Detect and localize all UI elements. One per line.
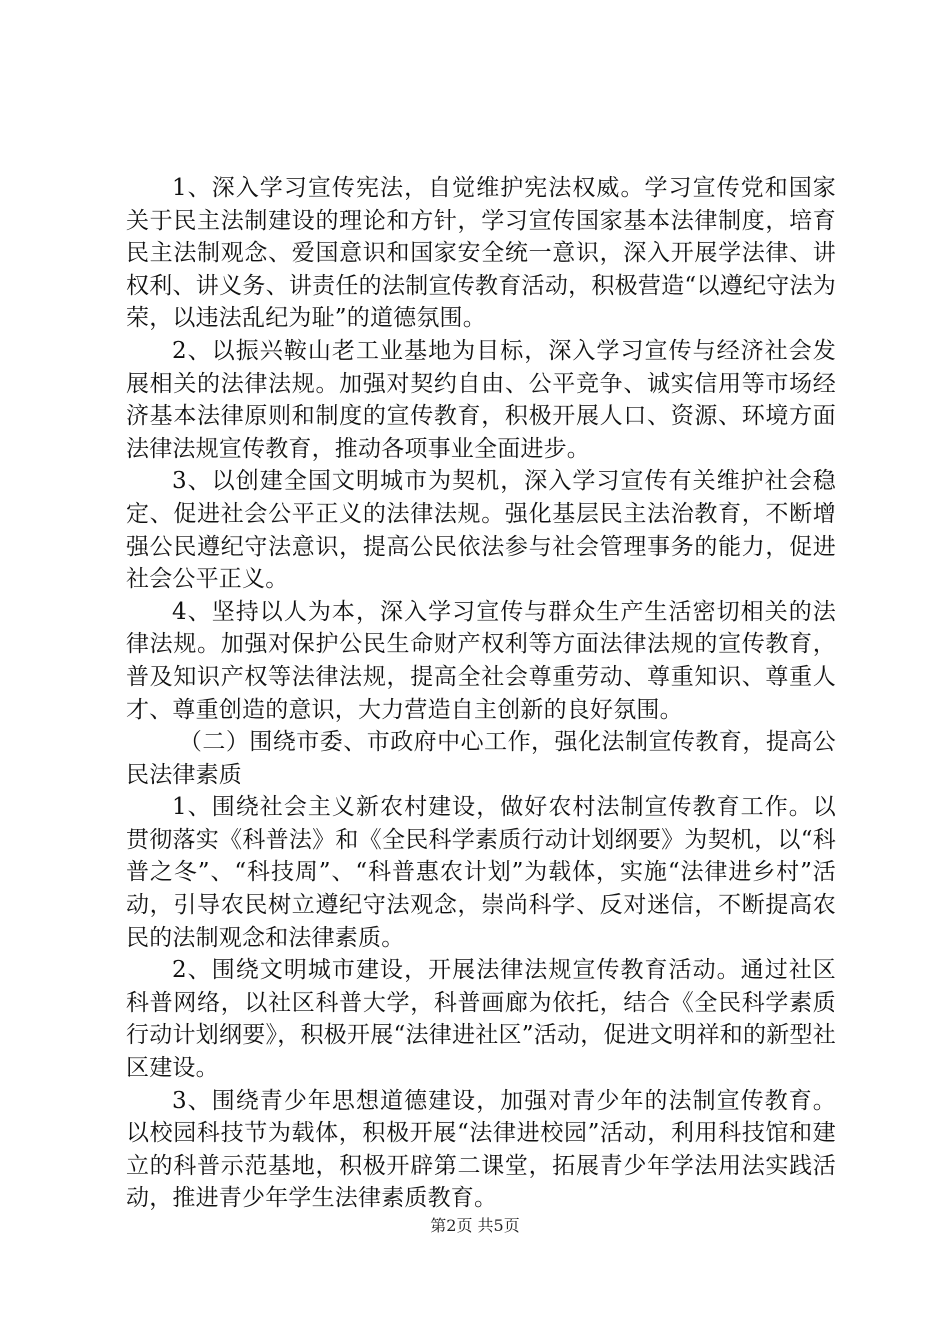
- document-body: [126, 172, 836, 1215]
- paragraph-6: 2、围绕文明城市建设，开展法律法规宣传教育活动。通过社区科普网络，以社区科普大学，科普画廊为依托，结合《全民科学素质行动计划纲要》，积极开展“法律进社区”活动，促进文明祥和的新型社区建设。: [126, 957, 836, 1082]
- paragraph-5: 1、围绕社会主义新农村建设，做好农村法制宣传教育工作。以贯彻落实《科普法》和《全民科学素质行动计划纲要》为契机，以“科普之冬”、“科技周”、“科普惠农计划”为载体，实施“法律进乡村”活动，引导农民树立遵纪守法观念，崇尚科学、反对迷信，不断提高农民的法制观念和法律素质。: [126, 794, 836, 951]
- page-footer: 第2页 共5页: [430, 1216, 520, 1235]
- paragraph-3: 3、以创建全国文明城市为契机，深入学习宣传有关维护社会稳定、促进社会公平正义的法律法规。强化基层民主法治教育，不断增强公民遵纪守法意识，提高公民依法参与社会管理事务的能力，促进社会公平正义。: [126, 468, 836, 593]
- paragraph-1: 1、深入学习宣传宪法，自觉维护宪法权威。学习宣传党和国家关于民主法制建设的理论和方针，学习宣传国家基本法律制度，培育民主法制观念、爱国意识和国家安全统一意识，深入开展学法律、讲权利、讲义务、讲责任的法制宣传教育活动，积极营造“以遵纪守法为荣，以违法乱纪为耻”的道德氛围。: [126, 175, 836, 332]
- paragraph-4: 4、坚持以人为本，深入学习宣传与群众生产生活密切相关的法律法规。加强对保护公民生命财产权利等方面法律法规的宣传教育，普及知识产权等法律法规，提高全社会尊重劳动、尊重知识、尊重人才、尊重创造的意识，大力营造自主创新的良好氛围。: [126, 598, 836, 723]
- paragraph-2: 2、以振兴鞍山老工业基地为目标，深入学习宣传与经济社会发展相关的法律法规。加强对契约自由、公平竞争、诚实信用等市场经济基本法律原则和制度的宣传教育，积极开展人口、资源、环境方面法律法规宣传教育，推动各项事业全面进步。: [126, 337, 836, 462]
- section-heading: （二）围绕市委、市政府中心工作，强化法制宣传教育，提高公民法律素质: [126, 729, 836, 788]
- paragraph-7: 3、围绕青少年思想道德建设，加强对青少年的法制宣传教育。以校园科技节为载体，积极开展“法律进校园”活动，利用科技馆和建立的科普示范基地，积极开辟第二课堂，拓展青少年学法用法实践活动，推进青少年学生法律素质教育。: [126, 1087, 836, 1212]
